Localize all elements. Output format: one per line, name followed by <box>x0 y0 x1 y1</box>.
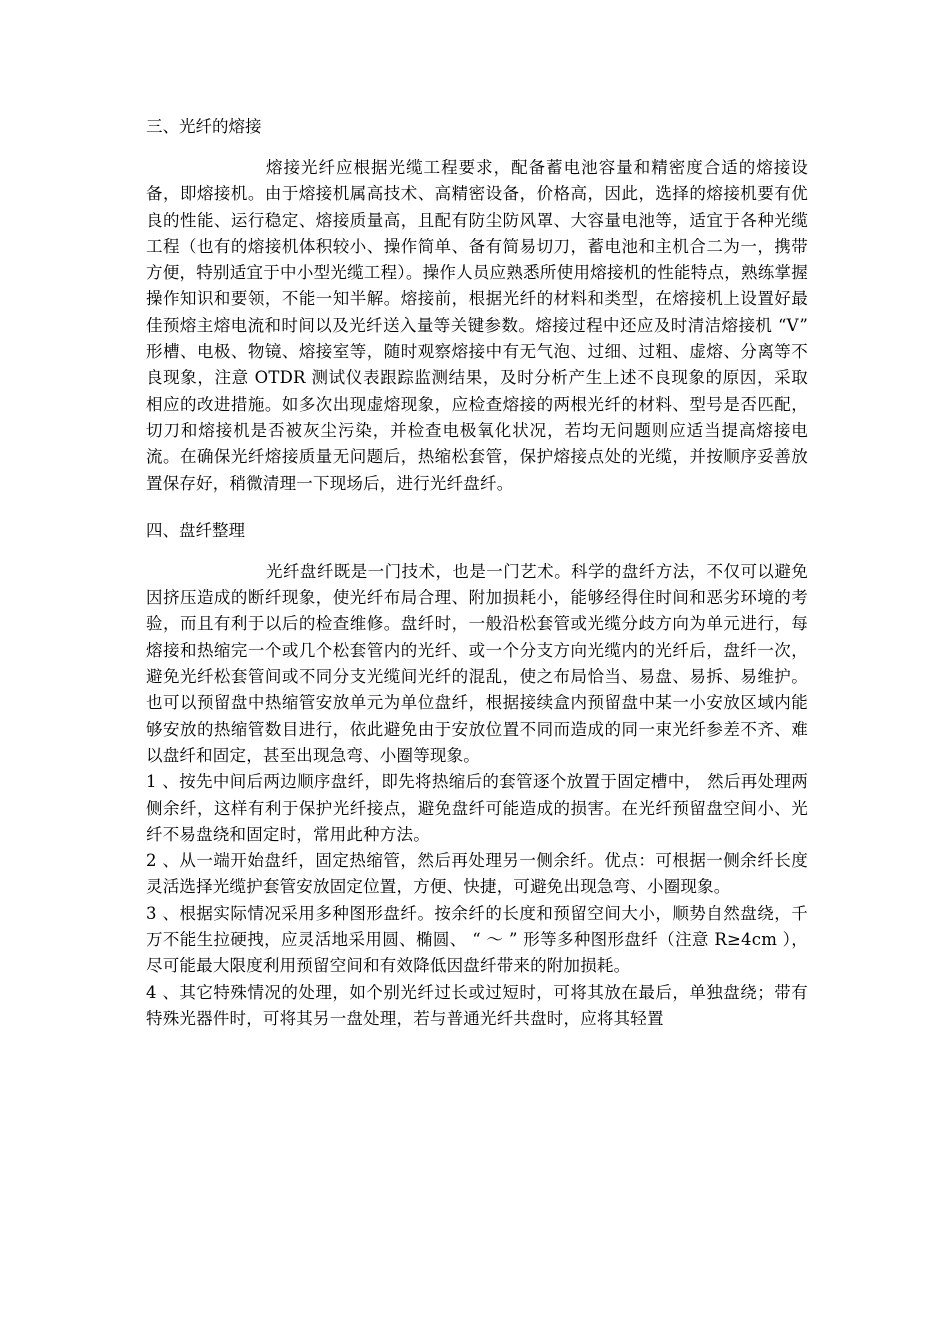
list-item-3: 3 、根据实际情况采用多种图形盘纤。按余纤的长度和预留空间大小，顺势自然盘绕，千万不能生拉硬拽，应灵活地采用圆、椭圆、 “ ～ ” 形等多种图形盘纤（注意 R≥4cm ），尽可能最大限度利用预留空间和有效降低因盘纤带来的附加损耗。 <box>146 903 808 976</box>
section-heading-fusion: 三、光纤的熔接 <box>146 117 262 136</box>
list-item-4: 4 、其它特殊情况的处理，如个别光纤过长或过短时，可将其放在最后，单独盘绕；带有特殊光器件时，可将其另一盘处理，若与普通光纤共盘时，应将其轻置 <box>146 982 808 1028</box>
list-item-1: 1 、按先中间后两边顺序盘纤，即先将热缩后的套管逐个放置于固定槽中， 然后再处理两侧余纤，这样有利于保护光纤接点，避免盘纤可能造成的损害。在光纤预留盘空间小、光纤不易盘绕和固定时，常用此种方法。 <box>146 772 808 844</box>
section-paragraph-fusion: 熔接光纤应根据光缆工程要求，配备蓄电池容量和精密度合适的熔接设备，即熔接机。由于熔接机属高技术、高精密设备，价格高，因此，选择的熔接机要有优良的性能、运行稳定、熔接质量高，且配有防尘防风罩、大容量电池等，适宜于各种光缆工程（也有的熔接机体积较小、操作简单、备有简易切刀，蓄电池和主机合二为一，携带方便，特别适宜于中小型光缆工程）。操作人员应熟悉所使用熔接机的性能特点，熟练掌握操作知识和要领，不能一知半解。熔接前，根据光纤的材料和类型，在熔接机上设置好最佳预熔主熔电流和时间以及光纤送入量等关键参数。熔接过程中还应及时清洁熔接机 “V” 形槽、电极、物镜、熔接室等，随时观察熔接中有无气泡、过细、过粗、虚熔、分离等不良现象，注意 OTDR 测试仪表跟踪监测结果，及时分析产生上述不良现象的原因，采取相应的改进措施。如多次出现虚熔现象，应检查熔接的两根光纤的材料、型号是否匹配，切刀和熔接机是否被灰尘污染，并检查电极氧化状况，若均无问题则应适当提高熔接电流。在确保光纤熔接质量无问题后，热缩松套管，保护熔接点处的光缆，并按顺序妥善放置保存好，稍微清理一下现场后，进行光纤盘纤。 <box>146 158 808 493</box>
section-paragraph-coiling: 光纤盘纤既是一门技术，也是一门艺术。科学的盘纤方法，不仅可以避免因挤压造成的断纤现象，使光纤布局合理、附加损耗小，能够经得住时间和恶劣环境的考验，而且有利于以后的检查维修。盘纤时，一般沿松套管或光缆分歧方向为单元进行，每熔接和热缩完一个或几个松套管内的光纤、或一个分支方向光缆内的光纤后，盘纤一次，避免光纤松套管间或不同分支光缆间光纤的混乱，使之布局恰当、易盘、易拆、易维护。也可以预留盘中热缩管安放单元为单位盘纤，根据接续盒内预留盘中某一小安放区域内能够安放的热缩管数目进行，依此避免由于安放位置不同而造成的同一束光纤参差不齐、难以盘纤和固定，甚至出现急弯、小圈等现象。 <box>146 561 808 765</box>
document-body <box>146 113 808 1032</box>
list-item-2: 2 、从一端开始盘纤，固定热缩管，然后再处理另一侧余纤。优点：可根据一侧余纤长度灵活选择光缆护套管安放固定位置，方便、快捷，可避免出现急弯、小圈现象。 <box>146 851 808 897</box>
section-heading-coiling: 四、盘纤整理 <box>146 520 245 540</box>
